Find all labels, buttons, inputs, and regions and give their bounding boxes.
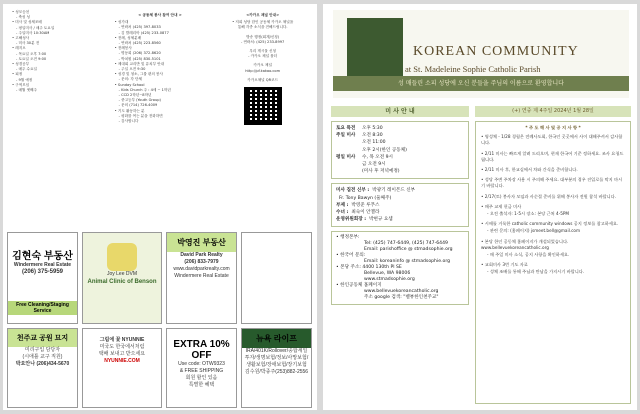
ad-title: 김현숙 부동산 <box>12 251 73 262</box>
list-item: - 평일미사 / 매주 토요일 <box>16 25 55 30</box>
mass-value: 수, 목 오전 9시 <box>362 154 393 160</box>
ad-line: 투자/생명보험/정보/사망보험/ <box>244 355 309 361</box>
announcement-item: - 관련 문의: (홈페이지) jsmeet.bell@gmail.com <box>487 228 581 234</box>
ad-line: 미국도 한국에서처럼 <box>99 344 145 350</box>
clergy-info <box>331 183 469 227</box>
clergy-row <box>336 216 464 223</box>
list-item: - 목요일 오후 7:00 <box>16 51 47 56</box>
banner-subtitle: at St. Madeleine Sophie Catholic Parish <box>405 64 541 74</box>
list-item: • 기도 활동하는 분 <box>114 108 145 113</box>
mass-times <box>331 121 469 179</box>
ad-line: 특별한 혜택 <box>188 382 215 388</box>
bulletin-columns <box>7 8 313 232</box>
list-item: - 연락처: (425) 233-8997 <box>241 39 285 44</box>
ad-line: NYUNNIE.COM <box>104 358 140 364</box>
mass-value: 오후 5:30 <box>362 126 383 131</box>
list-item: - 중고등부 (Youth Group) <box>118 98 161 103</box>
clergy-label: 부제 : <box>336 202 349 208</box>
list-item: - 연락처 (425) 223-8560 <box>118 41 161 46</box>
ad-nyunnie[interactable] <box>82 328 162 408</box>
announcement-item: • 성당 주변 주차장 사용 시 주의해 주세요. 대부분의 경우 진입로를 막지 마시기 바랍니다. <box>481 177 623 189</box>
cat-logo-icon <box>107 243 137 271</box>
list-item: - Kids Church 주 : 4세 ~ 1학년 <box>118 87 171 92</box>
mass-value: 금 오전 9시 <box>362 162 386 168</box>
announcement-item: • 2/11 미사는 빠르게 알려 드리오며, 현재 한국어 기준 정하세요. 조사 요청드립니다. <box>481 150 624 162</box>
clergy-row <box>336 195 464 202</box>
ad-title: 박영진 부동산 <box>167 233 236 252</box>
ad-line: Use code: OTW9323 <box>178 361 225 367</box>
contact-line: www.stmadsophie.org <box>364 277 415 283</box>
ad-web: www.davidparkrealty.com <box>173 266 230 272</box>
parish-logo-icon <box>347 18 403 78</box>
mass-value: 오전 8:30 <box>362 133 383 139</box>
mass-row <box>336 147 464 154</box>
ad-phone: (206) 375-5959 <box>21 269 64 275</box>
mass-row <box>336 132 464 139</box>
list-item: - 문의 (714) 726-4009 <box>118 103 158 108</box>
list-item: - 9월 예정 <box>16 77 33 82</box>
ad-realtor-kim[interactable] <box>7 232 78 324</box>
ad-line: 미리구입 담당자 <box>24 347 61 353</box>
announcement-item: • 매주 교제 헌금 미사 <box>481 203 522 209</box>
list-item: • 전례봉사 <box>114 46 132 51</box>
ad-sub: David Park Realty <box>180 252 223 258</box>
ad-sub: Windermere Real Estate <box>13 262 72 268</box>
ann-date-header: (+) 연중 제 4주일 2024년 1월 28일 <box>475 106 631 117</box>
list-item: 방송 행정(회계/신청) <box>246 34 280 39</box>
ad-animal-clinic[interactable] <box>82 232 162 324</box>
list-item: • Sunday School <box>114 82 145 87</box>
announcement-item: • 영성체 - 1/28 경험은 전례사도회, 한국인 곳곳에서 사이 대해주셔서 감사합니다. <box>481 134 623 146</box>
contact-line: • 한국어 문의: <box>336 253 366 259</box>
greeting-bar: 성 매들린 소피 성당에 오신 분들을 주님의 이름으로 환영합니다 <box>333 76 629 91</box>
contact-line: Bellevue, WA 98006 <box>364 271 411 277</box>
list-item: - 주일 오전 9:30 <box>118 67 146 72</box>
kakao-column <box>212 8 313 232</box>
ad-line: 회원 할인 있음 <box>185 375 218 381</box>
ad-new-york-life[interactable] <box>241 328 312 408</box>
mass-value: 오전 11:00 <box>362 140 386 146</box>
mass-row <box>336 139 464 146</box>
left-column <box>7 8 108 232</box>
ad-realtor-park[interactable] <box>166 232 237 324</box>
list-item: • 구역모임 <box>12 82 30 87</box>
announcement-item: • 시애틀 거룩한 catholic community windows 공지 정보를 참고하세요. <box>481 221 619 227</box>
ad-line: (시애틀 교구 직원) <box>22 354 63 360</box>
ad-line: 생활보험/장애보험/장기보험 <box>246 362 307 368</box>
list-item: - 카카오 채널 폴더 <box>248 54 278 59</box>
contact-line: Tel: (425) 747-6449, (425) 747-6449 <box>364 241 448 247</box>
list-item: • 제대회 교리반 및 유치부 안내 <box>114 61 165 66</box>
mass-row <box>336 125 464 132</box>
mass-row <box>336 154 464 161</box>
list-item: • 미사 및 성체조배 <box>12 20 42 25</box>
mass-value: 오후 2시(한인 공동체) <box>362 147 407 153</box>
contact-line: Email: parishoffice @ stmadsophie.org <box>364 247 453 253</box>
contact-line: • 행정본부: <box>336 235 360 241</box>
clergy-label: 운영위원회장 : <box>336 217 367 223</box>
list-item: - 주일미사 10:30AM <box>16 30 50 35</box>
list-item: • 성경공부 <box>12 62 30 67</box>
list-item: • 성가대 <box>114 20 129 25</box>
mass-info <box>331 106 469 309</box>
ad-title: 천주교 공원 묘지 <box>8 329 77 347</box>
ad-line: 김수원/박종주(253)882-2556 <box>244 369 309 375</box>
clergy-row <box>336 202 464 209</box>
ad-phone: (206) 833-7979 <box>184 259 219 265</box>
left-page <box>3 4 317 410</box>
list-item: 카카오채널 QR코드 <box>247 77 279 82</box>
ad-extra-off[interactable] <box>166 328 237 408</box>
list-item: - 박치원 (425) 830-5101 <box>118 56 161 61</box>
list-item: - 매주 수요일 <box>16 67 37 72</box>
ann-title: * 주 도 해 사 및 공 지 사 항 * <box>525 125 581 130</box>
list-item: • 성모승천 <box>12 10 30 14</box>
kakao-heading: <카카오 채널 안내> <box>246 13 280 17</box>
ann-box <box>475 121 631 404</box>
ad-line: 박요안나 (206)434-5670 <box>15 361 70 367</box>
mass-header: 미 사 안 내 <box>331 106 469 117</box>
list-item: - 매월 셋째주 <box>16 88 37 93</box>
contact-line: • 한인공동체 홈페이지 <box>336 283 382 289</box>
list-item: • 고해성사 <box>12 36 30 41</box>
ad-title: Animal Clinic of Benson <box>87 279 157 285</box>
announcement-item: • 2/17(토) 봉사자 모임과 사순절 준비를 위해 봉사자 전원 참석 바랍니다. <box>481 193 616 199</box>
list-item: - 문의: 각 단체 <box>118 77 142 82</box>
contact-line: Email: koreaninfo @ stmadsophie.org <box>364 259 451 265</box>
contact-line: 주소 google 검색: "벨뷰한인천주교" <box>364 295 439 301</box>
mass-value: (미사 후 저녁예정) <box>362 169 400 175</box>
contact-line: www.bellevuekoreancatholic.org <box>364 289 439 295</box>
contact-line: • 본당 주소: 4400 130th Pl SE <box>336 265 402 271</box>
mass-row <box>336 168 464 175</box>
clergy-value: 박광기 레이몬드 신부 <box>372 188 416 194</box>
list-item: 카카오 채널 <box>253 63 272 68</box>
list-item: - 명동희 (206) 372-8620 <box>118 51 161 56</box>
ad-blank <box>241 232 312 324</box>
ad-cemetery[interactable] <box>7 328 78 408</box>
ad-footer: Free Cleaning/Staging Service <box>8 301 77 315</box>
list-item: • 저희 성당 한인 공동체 카카오 채널을 <box>232 20 294 25</box>
banner-title: KOREAN COMMUNITY <box>413 44 579 59</box>
ad-title: 뉴욕 라이프 <box>242 329 311 348</box>
list-item: - CCD 2학년~8학년 <box>118 93 152 98</box>
mass-label: 토요 특전 <box>336 126 356 131</box>
announcement-item: • 본당 한인 공동체 홈페이지가 개설되었습니다. www.bellevuekoreancatholic.org <box>481 238 569 250</box>
ad-sub: Joy Lee DVM <box>106 271 137 277</box>
ad-title: EXTRA 10% OFF <box>173 339 230 361</box>
list-item: - 평화를 여는 분을 전화하면 <box>118 113 163 118</box>
ad-line: IRA/401K/Rollover/종합세일 <box>245 348 308 354</box>
contact-info <box>331 231 469 305</box>
qr-code-icon[interactable] <box>244 87 282 125</box>
clergy-label: 미사 집전 신부 : <box>336 188 370 194</box>
list-item: 우리 게시물 신청 <box>249 49 276 54</box>
clergy-label: 수녀 : <box>336 210 349 216</box>
ad-footer: Windermere Real Estate <box>174 273 229 279</box>
ad-line: & FREE SHIPPING <box>179 368 224 374</box>
announcements <box>475 106 631 404</box>
clergy-row <box>336 187 464 194</box>
list-item: http://pf.kakao.com <box>245 68 281 73</box>
mass-label: 평일 미사 <box>336 154 356 160</box>
list-item: - 김 발레리아 (425) 233-0877 <box>118 30 169 35</box>
mass-row <box>336 161 464 168</box>
announcement-item: • 교회미사 3번 기도 자료 <box>481 262 528 268</box>
service-column <box>110 8 211 232</box>
clergy-value: 박현규 요셉 <box>369 217 393 223</box>
announcement-item: • 2/11 미사 후, 한교실에서 차와 간식을 준비합니다. <box>481 167 578 173</box>
list-item: • 피정 <box>12 72 23 77</box>
list-item: • 성경 및 청소, 그룹 편의 봉사 <box>114 72 163 77</box>
service-heading: < 공동체 봉사 참여 안내 > <box>138 13 182 17</box>
right-page <box>323 4 637 410</box>
list-item: - 축성 성 <box>16 15 30 20</box>
clergy-value: Fr. Tony Bawyn (둘째주) <box>339 195 392 201</box>
ads-grid <box>7 232 313 408</box>
ad-title: 그림에 꽃 NYUNNIE <box>99 337 145 343</box>
list-item: 통해 각종 소식을 전해드립니다. <box>237 25 288 30</box>
ad-line: 택배 보내고 받으세요 <box>98 351 146 357</box>
announcement-item: - 오전 출석자: 1-5시 장소: 본당 근처 4-5PM <box>487 211 570 217</box>
list-item: - 연락처 (425) 397-8033 <box>118 25 161 30</box>
clergy-row <box>336 209 464 216</box>
announcement-item: - 매 주일 미사 소식, 공지 사항을 확인하세요. <box>487 252 570 258</box>
list-item: • 레지오 <box>12 46 26 51</box>
mass-label: 주일 미사 <box>336 133 356 139</box>
clergy-value: 최숙이 안젤라 <box>351 210 380 216</box>
list-item: - 감사합니다 <box>118 119 139 124</box>
list-item: - 토요일 오전 9:00 <box>16 56 47 61</box>
announcement-item: - 성체 조배를 통해 주님과 만남을 가지시기 바랍니다. <box>487 269 585 275</box>
list-item: - 미사 30분 전 <box>16 41 40 46</box>
clergy-value: 박영준 루푸스 <box>351 202 380 208</box>
list-item: • 전례, 성체분배 <box>114 35 142 40</box>
